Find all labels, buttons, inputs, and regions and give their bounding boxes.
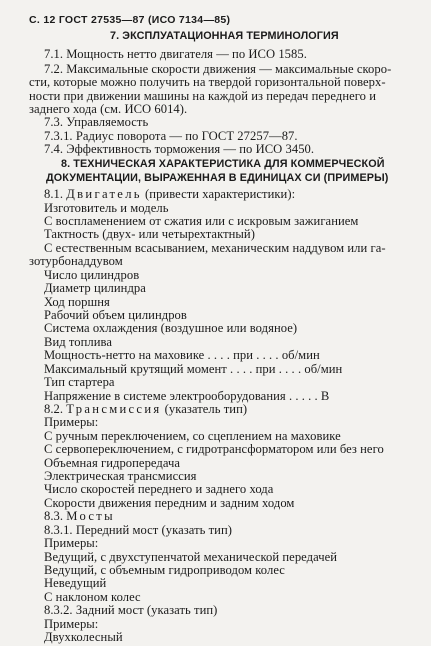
text-line: Двухколесный bbox=[44, 630, 123, 644]
text-line: 8.3.1. Передний мост (указать тип) bbox=[44, 522, 233, 537]
text-line: зотурбонаддувом bbox=[29, 254, 123, 269]
subsection-8-2-heading bbox=[44, 402, 247, 416]
text-line: Электрическая трансмиссия bbox=[44, 469, 197, 483]
text-line: Скорости движения передним и задним ходом bbox=[44, 495, 295, 510]
text-line: 7.4. Эффективность торможения — по ИСО 3450. bbox=[44, 142, 315, 157]
text-line: 7.1. Мощность нетто двигателя — по ИСО 1585. bbox=[44, 47, 307, 62]
text-line: 7.2. Максимальные скорости движения — максимальные скоро- bbox=[44, 61, 392, 76]
section-8-title-line-2: ДОКУМЕНТАЦИИ, ВЫРАЖЕННАЯ В ЕДИНИЦАХ СИ (ПРИМЕРЫ) bbox=[46, 171, 389, 184]
text-line: С наклоном колес bbox=[44, 589, 141, 604]
text-line: Ход поршня bbox=[44, 294, 110, 309]
subsection-number: 8.3. bbox=[44, 509, 64, 524]
text-line: Диаметр цилиндра bbox=[44, 281, 146, 296]
subsection-number: 8.2. bbox=[44, 401, 64, 416]
subsection-8-1-heading bbox=[44, 187, 295, 201]
text-line: Рабочий объем цилиндров bbox=[44, 308, 187, 322]
text-line: Неведущий bbox=[44, 576, 107, 591]
text-line: Объемная гидропередача bbox=[44, 455, 181, 470]
text-line: Примеры: bbox=[44, 536, 99, 551]
text-line: Изготовитель и модель bbox=[44, 200, 169, 215]
text-line: Примеры: bbox=[44, 616, 99, 631]
text-line: Мощность-нетто на маховике . . . . при . . . . об/мин bbox=[44, 348, 320, 363]
subsection-note: (привести характеристики): bbox=[145, 187, 296, 202]
page-header: С. 12 ГОСТ 27535—87 (ИСО 7134—85) bbox=[29, 14, 231, 26]
subsection-note: (указатель тип) bbox=[164, 401, 248, 416]
text-line: Тактность (двух- или четырехтактный) bbox=[44, 227, 255, 242]
text-line: Число цилиндров bbox=[44, 267, 140, 282]
text-line: Число скоростей переднего и заднего хода bbox=[44, 482, 274, 497]
text-line: 7.3.1. Радиус поворота — по ГОСТ 27257—87. bbox=[44, 128, 298, 143]
section-8-title-line-1: 8. ТЕХНИЧЕСКАЯ ХАРАКТЕРИСТИКА ДЛЯ КОММЕРЧЕСКОЙ bbox=[61, 158, 385, 171]
text-line: С сервопереключением, с гидротрансформатором или без него bbox=[44, 442, 384, 457]
text-line: Ведущий, с объемным гидроприводом колес bbox=[44, 562, 285, 577]
text-line: сти, которые можно получить на твердой горизонтальной поверх- bbox=[29, 75, 386, 89]
text-line: Ведущий, с двухступенчатой механической передачей bbox=[44, 549, 338, 564]
text-line: С естественным всасыванием, механическим наддувом или га- bbox=[44, 240, 386, 255]
text-line: Напряжение в системе электрооборудования . . . . . В bbox=[44, 388, 330, 403]
text-line: С воспламенением от сжатия или с искровым зажиганием bbox=[44, 214, 359, 228]
text-line: заднего хода (см. ИСО 6014). bbox=[29, 101, 188, 116]
text-line: Вид топлива bbox=[44, 334, 113, 349]
text-line: Тип стартера bbox=[44, 375, 115, 389]
section-7-title: 7. ЭКСПЛУАТАЦИОННАЯ ТЕРМИНОЛОГИЯ bbox=[110, 30, 339, 42]
subsection-word: Мосты bbox=[66, 509, 115, 524]
text-line: 7.3. Управляемость bbox=[44, 115, 149, 130]
subsection-word: Двигатель bbox=[66, 187, 142, 202]
subsection-number: 8.1. bbox=[44, 187, 64, 202]
text-line: ности при движении машины на каждой из передач переднего и bbox=[29, 88, 377, 103]
text-line: Примеры: bbox=[44, 415, 99, 430]
text-line: Максимальный крутящий момент . . . . при . . . . об/мин bbox=[44, 361, 343, 376]
text-line: С ручным переключением, со сцеплением на маховике bbox=[44, 428, 341, 443]
text-line: Система охлаждения (воздушное или водяное) bbox=[44, 321, 298, 336]
subsection-word: Трансмиссия bbox=[66, 401, 162, 416]
subsection-8-3-heading bbox=[44, 509, 115, 523]
text-line: 8.3.2. Задний мост (указать тип) bbox=[44, 603, 218, 618]
